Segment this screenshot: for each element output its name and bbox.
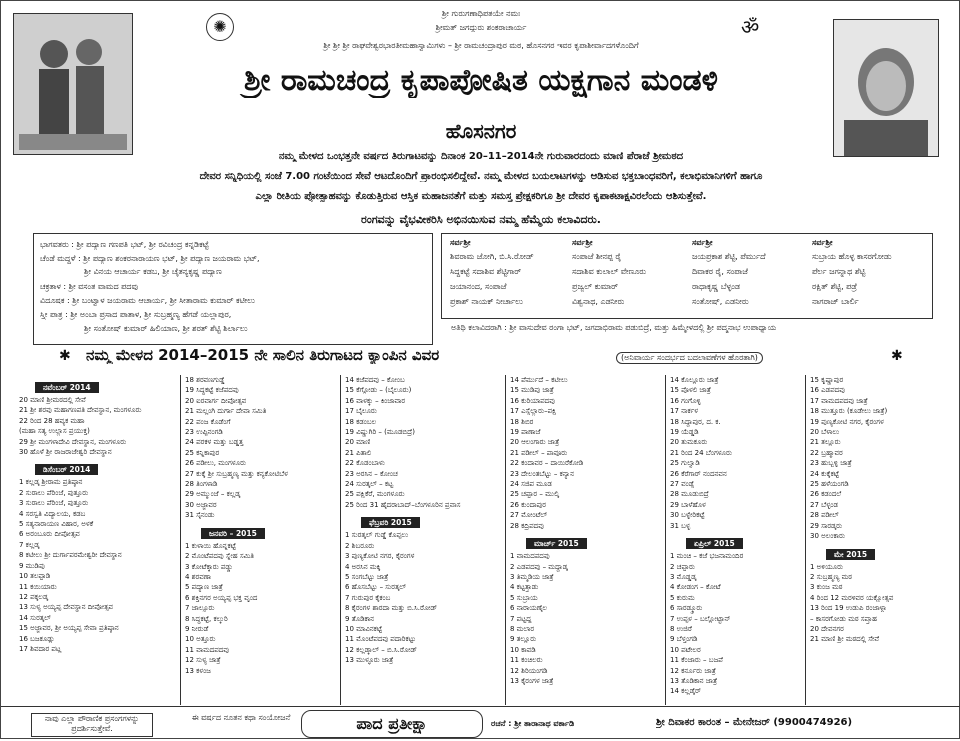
schedule-entry: 16 ಬಜಕೂಡ್ಲು bbox=[19, 634, 55, 643]
schedule-entry: 30 ಹೊಳೆ ಶ್ರೀ ರಾಜರಾಜೇಶ್ವರಿ ದೇವಸ್ಥಾನ bbox=[19, 448, 112, 457]
page-title: ಶ್ರೀ ರಾಮಚಂದ್ರ ಕೃಪಾಪೋಷಿತ ಯಕ್ಷಗಾನ ಮಂಡಳಿ bbox=[243, 63, 719, 98]
schedule-entry: 13 ತೊಡಿಕಾನ ಜಾತ್ರೆ bbox=[670, 676, 718, 685]
schedule-entry: 19 ಯೆಡ್ಡಡಿ bbox=[670, 428, 699, 437]
schedule-entry: 14 ಪೆರ್ಮುದೆ – ಕಟೀಲು bbox=[510, 376, 568, 384]
schedule-entry: 24 ಸಜಿಪ ಮೂಡ bbox=[510, 480, 552, 489]
schedule-entry: 18 ಮುತ್ತೂರು (ಕೂಡೇಲು ಜಾತ್ರೆ) bbox=[810, 407, 888, 416]
schedule-entry: 9 ಮುಡಿಪು bbox=[19, 561, 45, 570]
schedule-entry: 23 ಹುಬ್ಬಳ್ಳಿ ಜಾತ್ರೆ bbox=[810, 459, 852, 468]
schedule-entry: 4 ಅರಸಿನ ಮಕ್ಕಿ bbox=[345, 562, 381, 571]
schedule-entry: 6 ನಾರಾಯಣೈಲ bbox=[510, 604, 548, 613]
schedule-entry: 25 ಕನ್ನಿಕಾಪುರ bbox=[185, 448, 220, 457]
schedule-entry: – ಕಾಸರಗೋಡು ಮಠ ಸಪ್ತಾಹ bbox=[810, 614, 877, 623]
schedule-entry: 20 ಐರವಾರ್ಗ ದೀಪೋತ್ಸವ bbox=[185, 396, 247, 405]
schedule-entry: 4 ರಿಂದ 12 ಮರಳಿವರ ಯಕ್ಷೋತ್ಸವ bbox=[810, 593, 894, 602]
artist-name: ವಿಶ್ವನಾಥ, ಎಡನೀರು bbox=[572, 297, 625, 306]
schedule-entry: 13 ಸುಳ್ಯ ಅಯ್ಯಪ್ಪ ದೇವಸ್ಥಾನ ದೀಪೋತ್ಸವ bbox=[19, 603, 113, 612]
schedule-entry: 23 ಉಪ್ಪಿನಂಗಡಿ bbox=[185, 428, 223, 437]
artists-left-box bbox=[33, 233, 433, 345]
schedule-entry: 28 ಪಡೀಲ್ bbox=[810, 511, 839, 520]
schedule-entry: 4 ಕಟ್ಟತ್ತಾಡು bbox=[510, 583, 539, 592]
schedule-entry: 1 ಕಲ್ಲಡ್ಕ ಶ್ರೀರಾಮ ಪ್ರತಿಷ್ಠಾನ bbox=[19, 478, 83, 487]
schedule-entry: 13 ರಿಂದ 19 ಉಡುಪಿ ರಂಜಾಳ್ಗಾ bbox=[810, 604, 887, 613]
schedule-entry: 3 ಕುಂಜ ಮಠ bbox=[810, 583, 843, 592]
intro-para-4: ರಂಗವನ್ನು ವೈಭವೀಕರಿಸಿ ಅಭಿನಯಿಸುವ ನಮ್ಮ ಹೆಮ್ಮೆಯ ಕಲಾವಿದರು. bbox=[361, 213, 601, 226]
schedule-entry: 15 ಪೊಳಲಿ ಜಾತ್ರೆ bbox=[670, 386, 711, 395]
schedule-entry: 8 ಕೈರಂಗಳ ಶಾರದಾ ಮತ್ತು ಬಿ.ಸಿ.ರೋಡ್ bbox=[345, 604, 438, 613]
schedule-entry: 11 ಮೊಂಟೆಪದವು ಪದಾರಿಕಟ್ಟು bbox=[345, 635, 416, 644]
schedule-entry: 21 ಪಿತಾಲಿ bbox=[345, 448, 372, 457]
artist-line: ಚೆಂಡೆ ಮದ್ದಳೆ : ಶ್ರೀ ಪದ್ಯಾಣ ಶಂಕರನಾರಾಯಣ ಭಟ್, ಶ್ರೀ ಪದ್ಯಾಣ ಜಯರಾಮ ಭಟ್, bbox=[40, 254, 260, 263]
artists-right-box bbox=[441, 233, 933, 319]
schedule-entry: 16 ಎಡಪದವು bbox=[810, 386, 845, 395]
schedule-entry: 20 ಆಲಂಗಾರು ಜಾತ್ರೆ bbox=[510, 438, 560, 447]
schedule-entry: 11 ಕಯಿಯಾರು bbox=[19, 582, 57, 591]
schedule-entry: 20 ಮಾಣಿ ಶ್ರೀಮಠದಲ್ಲಿ ಸೇವೆ bbox=[19, 396, 86, 404]
schedule-entry: 17 ನಾರ್ಕಳ bbox=[670, 407, 699, 416]
schedule-entry: 10 ಪಟೇಲರ bbox=[670, 645, 701, 654]
schedule-entry: 17 ಶಿವದಾರ ಪಟ್ಲ bbox=[19, 644, 62, 653]
schedule-entry: 3 ತಿಮ್ಮಡಿಯ ಜಾತ್ರೆ bbox=[510, 572, 554, 581]
schedule-entry: 8 ಉಜಿರೆ bbox=[670, 624, 692, 633]
schedule-entry: 20 ಬೆಳಾಲು bbox=[810, 428, 840, 437]
artist-name: ದಿವಾಕರ ರೈ, ಸಂಪಾಜೆ bbox=[692, 267, 748, 276]
schedule-entry: 27 ವಂಡ್ಸೆ bbox=[670, 480, 695, 489]
artists-group-header: ಸರ್ವಶ್ರೀ bbox=[812, 238, 833, 247]
schedule-entry: 26 ಕಡಂದಲೆ bbox=[810, 490, 842, 499]
artist-name: ಪ್ರಜ್ವಲ್ ಕುಮಾರ್ bbox=[572, 282, 619, 291]
schedule-entry: 3 ಸುರಾಲು ಪೆರಿಂಜೆ, ಪುತ್ತೂರು bbox=[19, 499, 89, 508]
schedule-entry: 5 ಸತ್ಯನಾರಾಯಣ ವಿಹಾರ, ಅಳಕೆ bbox=[19, 520, 94, 529]
schedule-entry: 23 ಅರಸಿನ – ಕೋಂಚ bbox=[345, 469, 398, 478]
month-header: ಮಾರ್ಚ್ 2015 bbox=[526, 538, 587, 549]
schedule-entry: 5 ಪದ್ಯಾಣ ಜಾತ್ರೆ bbox=[185, 583, 223, 592]
schedule-entry: 30 ಅಜ್ಜಾವರ bbox=[185, 500, 217, 509]
schedule-entry: 5 ಸಂಗಬೆಟ್ಟು ಜಾತ್ರೆ bbox=[345, 572, 389, 581]
schedule-entry: 18 ಶಿಬಿರ bbox=[510, 417, 534, 426]
artist-name: ರಾಧಾಕೃಷ್ಣ ಬೆಳ್ಳಂಡ bbox=[692, 282, 740, 291]
schedule-entry: 2 ಮೊಂಟೆಪದವು ಸ್ನೇಹ ಸಮಿತಿ bbox=[185, 552, 254, 561]
artist-line: ಸ್ತ್ರೀ ಪಾತ್ರ : ಶ್ರೀ ಅಂಬಾ ಪ್ರಸಾದ ಪಾತಾಳ, ಶ್ರೀ ಸುಬ್ರಹ್ಮಣ್ಯ ಹೆಗಡೆ ಯಲ್ಲಾಪುರ, bbox=[40, 310, 232, 319]
schedule-entry: 25 ರಿಂದ 31 ಹೈದರಾಬಾದ್–ಬೆಂಗಳೂರಿನ ಪ್ರವಾಸ bbox=[345, 500, 461, 509]
artist-line: ಚಕ್ರತಾಳ : ಶ್ರೀ ವಸಂತ ವಾಮದ ಪದವು bbox=[40, 282, 138, 291]
schedule-entry: 19 ಪಾಣಾಜೆ bbox=[510, 428, 541, 437]
schedule-entry: 7 ಜಾಲ್ಸೂರು bbox=[185, 604, 215, 613]
schedule-entry: 24 ಕುಕ್ಕೆಕಟ್ಟೆ bbox=[810, 469, 840, 478]
schedule-entry: 18 ಶರವಣಗುಡ್ಡೆ bbox=[185, 376, 225, 384]
schedule-entry: 3 ಕೋಟೆಕ್ಕಾರು ಪಡ್ಡು bbox=[185, 562, 233, 571]
schedule-entry: 2 ಸುಬ್ರಹ್ಮಣ್ಯ ಮಠ bbox=[810, 572, 852, 581]
artists-group-header: ಸರ್ವಶ್ರೀ bbox=[450, 238, 471, 247]
schedule-entry: 29 ಸಾರಡ್ಕರು bbox=[810, 521, 843, 530]
artist-name: ಜಯಾನಂದ, ಸಂಪಾಜೆ bbox=[450, 282, 507, 291]
schedule-entry: 21 ಶ್ರೀ ಶರವು ಮಹಾಗಣಪತಿ ದೇವಸ್ಥಾನ, ಮಂಗಳೂರು bbox=[19, 406, 142, 415]
header-line3: ಶ್ರೀ ಶ್ರೀ ಶ್ರೀ ರಾಘವೇಶ್ವರಭಾರತೀಮಹಾಸ್ವಾಮಿಗಳು – ಶ್ರೀ ರಾಮಚಂದ್ರಾಪುರ ಮಠ, ಹೊಸನಗರ ಇವರ ಕೃಪಾಶೀರ್ವಾದಗಳೊಂದಿಗೆ bbox=[323, 41, 639, 50]
schedule-entry: 17 ಬೈಲೂರು bbox=[345, 407, 377, 416]
schedule-entry: 16 ವಾಳಕ್ಕು – ಕಿಂಜಾವಾರ bbox=[345, 396, 406, 405]
schedule-entry: 9 ನೀರುಡೆ bbox=[185, 624, 209, 633]
schedule-entry: 31 ಸೈನಂಡು bbox=[185, 511, 215, 520]
artist-name: ಸಂತೋಷ್, ಎಡನೀರು bbox=[692, 297, 749, 306]
deity-illustration-icon bbox=[14, 14, 132, 154]
schedule-entry: 7 ಪಟ್ಟದ್ದ bbox=[510, 614, 532, 623]
artists-group-header: ಸರ್ವಶ್ರೀ bbox=[692, 238, 713, 247]
schedule-entry: 20 ಮಾಣಿ bbox=[345, 438, 371, 447]
schedule-entry: 2 ಸುರಾಲು ಪೆರಿಂಜೆ, ಪುತ್ತೂರು bbox=[19, 488, 89, 497]
schedule-entry: 17 ಎಸ್ಸೆಲ್ಲಾರು–ಪಕ್ಷಿ bbox=[510, 407, 557, 416]
schedule-entry: 12 ಶಿರಿಯಂಗಡಿ bbox=[510, 666, 548, 675]
schedule-entry: 21 ಮಲ್ಲಂಗಿ ದುರ್ಗಾ ದೇವಾ ಸಮಿತಿ bbox=[185, 407, 267, 416]
month-header: ಮೇ 2015 bbox=[826, 549, 875, 560]
schedule-entry: 26 ಪಡೀಲು, ಮಂಗಳೂರು bbox=[185, 459, 246, 468]
schedule-entry: 28 ಕದ್ರಿಪದವು bbox=[510, 521, 544, 530]
schedule-entry: 12 ಕರ್ನೂರು ಜಾತ್ರೆ bbox=[670, 666, 716, 675]
schedule-entry: 18 ಸಿದ್ದಾಪುರ, ದ. ಕ. bbox=[670, 417, 721, 426]
footer bbox=[1, 706, 960, 741]
artist-line: ಭಾಗವತರು : ಶ್ರೀ ಪದ್ಯಾಣ ಗಣಪತಿ ಭಟ್, ಶ್ರೀ ರವಿಚಂದ್ರ ಕನ್ನಡಿಕಟ್ಟೆ bbox=[40, 240, 209, 249]
schedule-entry: 13 ಕೈರಂಗಳ ಜಾತ್ರೆ bbox=[510, 676, 554, 685]
schedule-entry: 1 ಸುರತ್ಕಲ್ ಗುಡ್ಡೆ ಕೊಪ್ಪಲು bbox=[345, 531, 409, 540]
schedule-entry: 11 ಕಂಚಿಲರು bbox=[510, 656, 543, 665]
artist-name: ಶಿವರಾಮ ಜೋಗಿ, ಬಿ.ಸಿ.ರೋಡ್ bbox=[450, 252, 534, 261]
month-header: ಡಿಸೆಂಬರ್ 2014 bbox=[35, 464, 98, 475]
portrait-photo bbox=[833, 19, 939, 157]
invocation: ಶ್ರೀ ಗುರುಗಣಾಧಿಪತಯೇ ನಮಃ bbox=[441, 9, 521, 18]
intro-para-3: ಎಲ್ಲಾ ರೀತಿಯ ಪ್ರೋತ್ಸಾಹವನ್ನು ಕೊಡುತ್ತಿರುವ ಆಸ್ತಿಕ ಮಹಾಜನತೆಗೆ ಮತ್ತು ಸಮಸ್ತ ಪ್ರೇಕ್ಷಕರಿಗೂ ಶ್ರೀ ದೇವರ ಕೃಪಾಕಟಾಕ್ಷವಿರಲೆಂದು ಆಶಿಸುತ್ತೇವೆ. bbox=[255, 191, 707, 202]
schedule-entry: 6 ಸಾರಡ್ಕ್ರೂರು bbox=[670, 604, 703, 613]
schedule-entry: 20 ದೇವನಗರ bbox=[810, 624, 844, 633]
schedule-entry: 21 ಮಾಣಿ ಶ್ರೀ ಮಠದಲ್ಲಿ ಸೇವೆ bbox=[810, 635, 880, 644]
month-header: ಫೆಬ್ರವರಿ 2015 bbox=[361, 517, 420, 528]
artist-name: ಪೆರ್ಲ ಜಗನ್ನಾಥ ಶೆಟ್ಟಿ bbox=[812, 267, 866, 276]
schedule-column bbox=[806, 375, 946, 705]
schedule-entry: 24 ಪರಕಳ ಮತ್ತು ಬಡ್ಡತ್ತ bbox=[185, 438, 244, 447]
schedule-entry: 31 ಬಳ್ಳ bbox=[670, 521, 691, 530]
schedule-entry: 6 ಅರಂಬೂರು ದೀಪೋತ್ಸವ bbox=[19, 530, 80, 539]
schedule-entry: 27 ಕುಕ್ಕೆ ಶ್ರೀ ಸುಬ್ರಹ್ಮಣ್ಯ ಮತ್ತು ಕನ್ಯಕೋಟಿಬೆಳ bbox=[185, 469, 288, 478]
header-line2: ಶ್ರೀಮತ್ ಜಗದ್ಗುರು ಶಂಕರಾಚಾರ್ಯ bbox=[435, 23, 527, 32]
schedule-column bbox=[666, 375, 806, 705]
artists-group-header: ಸರ್ವಶ್ರೀ bbox=[572, 238, 593, 247]
schedule-entry: 12 ಕಲ್ಲಡ್ಕಾಲ್ – ಬಿ.ಸಿ.ರೋಡ್ bbox=[345, 645, 418, 654]
schedule-entry: 21 ಪಡೀಲ್ – ಪಾವೂರು bbox=[510, 448, 568, 457]
schedule-entry: 15 ಕೆಗ್ಗೋಡು – (ಬೈಲೂರು) bbox=[345, 386, 412, 395]
schedule-entry: 8 ಕಟೀಲು ಶ್ರೀ ದುರ್ಗಾಪರಮೇಶ್ವರೀ ದೇವಸ್ಥಾನ bbox=[19, 551, 122, 560]
schedule-entry: 28 ತಿಂಗಳಾಡಿ bbox=[185, 480, 218, 489]
schedule-column bbox=[181, 375, 341, 705]
schedule-entry: 26 ಕೆರೆಗಾರ್ ನಂದನವನ bbox=[670, 469, 727, 478]
page-subtitle: ಹೊಸನಗರ bbox=[445, 119, 517, 143]
schedule-entry: 15 ಮುಡಿಪು ಜಾತ್ರೆ bbox=[510, 386, 554, 395]
schedule-entry: 13 ಕಳಂಜ bbox=[185, 666, 211, 675]
schedule-entry: 14 ಕೊಲ್ಲೂರು ಜಾತ್ರೆ bbox=[670, 376, 719, 384]
schedule-entry: 17 ವಾಮದಪದವು ಜಾತ್ರೆ bbox=[810, 396, 868, 405]
schedule-entry: 28 ಮೂಡುಬಿದ್ರೆ bbox=[670, 490, 709, 499]
month-header: ನವೆಂಬರ್ 2014 bbox=[35, 382, 99, 393]
schedule-entry: 5 ಕುರುಮ bbox=[670, 593, 695, 602]
artist-line: ಶ್ರೀ ವಿನಯ ಆಚಾರ್ಯ ಕಡಬ, ಶ್ರೀ ಚೈತನ್ಯಕೃಷ್ಣ ಪದ್ಯಾಣ bbox=[84, 267, 222, 276]
schedule-entry: 26 ಕುಂದಾಪುರ bbox=[510, 500, 547, 509]
schedule-entry: 30 ಅಲಂಕಾರು bbox=[810, 532, 845, 541]
schedule-entry: 5 ಸುಬ್ರಾಯ bbox=[510, 593, 538, 602]
schedule-entry: 2 ಚಪ್ಪಾರು bbox=[670, 562, 695, 571]
schedule-entry: 9 ಬೆಳ್ತಂಗಡಿ bbox=[670, 635, 698, 644]
schedule-entry: 29 ಅಮ್ಮುಂಜೆ – ಕಲ್ಲಡ್ಕ bbox=[185, 490, 241, 499]
schedule-entry: 29 ಶ್ರೀ ಮಂಗಳಾದೇವಿ ದೇವಸ್ಥಾನ, ಮಂಗಳೂರು bbox=[19, 437, 127, 446]
schedule-entry: 10 ಅತ್ತೂರು bbox=[185, 635, 216, 644]
schedule-entry: 29 ಬಾಳೆಹೊಳ bbox=[670, 500, 706, 509]
schedule-entry: 13 ಮುಳ್ಳೂರು ಜಾತ್ರೆ bbox=[345, 656, 394, 665]
schedule-column bbox=[15, 375, 181, 705]
schedule-entry: 14 ಸುರತ್ಕಲ್ bbox=[19, 613, 51, 622]
schedule-entry: 3 ಪುಣ್ಯಕೋಟಿ ನಗರ, ಕೈರಂಗಳ bbox=[345, 552, 415, 561]
artist-line: ಶ್ರೀ ಸಂತೋಷ್ ಕುಮಾರ್ ಹಿಲಿಯಾಣ, ಶ್ರೀ ಶರತ್ ಶೆಟ್ಟಿ ಶಿರ್ಲಾಲು bbox=[84, 324, 248, 333]
footer-author: ರಚನೆ : ಶ್ರೀ ತಾರಾನಾಥ ವರ್ಕಾಡಿ bbox=[491, 719, 575, 728]
schedule-entry: 9 ತಲ್ಲೂರು bbox=[510, 635, 537, 644]
schedule-entry: 19 ವಿಷ್ಣುಗಿರಿ – (ಮೂಡಬಿದ್ರೆ) bbox=[345, 428, 415, 437]
schedule-entry: (ಮಹಾ ಸತ್ಯ ಉಲ್ಲಾಸ ಪ್ರಯುಕ್ತ) bbox=[19, 427, 90, 436]
schedule-entry: 6 ಹೊಸಬೆಟ್ಟು – ಸುರತ್ಕಲ್ bbox=[345, 583, 407, 592]
schedule-entry: 2 ಶಿಬರೂರು bbox=[345, 541, 375, 550]
artist-name: ಸದಾಶಿವ ಕುಲಾಲ್ ವೇಣೂರು bbox=[572, 267, 647, 276]
schedule-entry: 1 ಅಳಿಯೂರು bbox=[810, 562, 843, 571]
footer-box-new-story: ಈ ವರ್ಷದ ನೂತನ ಕಥಾ ಸಂಯೋಜನೆ bbox=[191, 713, 291, 722]
artist-line: ವಿದೂಷಕ : ಶ್ರೀ ಬಂಟ್ವಾಳ ಜಯರಾಮ ಆಚಾರ್ಯ, ಶ್ರೀ ಸೀತಾರಾಮ ಕುಮಾರ್ ಕಟೀಲು bbox=[40, 296, 255, 305]
star-icon: ✱ bbox=[891, 348, 903, 364]
schedule-entry: 25 ಪಕ್ಷಿಕೆರೆ, ಮಂಗಳೂರು bbox=[345, 490, 405, 499]
schedule-entry: 20 ತುಮಕೂರು bbox=[670, 438, 708, 447]
camp-title: ನಮ್ಮ ಮೇಳದ 2014–2015 ನೇ ಸಾಲಿನ ತಿರುಗಾಟದ ಕ್ಯಾಂಪಿನ ವಿವರ bbox=[86, 346, 440, 364]
schedule-entry: 16 ಕುರಿಯಾಪದವು bbox=[510, 396, 555, 405]
intro-para-2: ದೇವರ ಸನ್ನಿಧಿಯಲ್ಲಿ ಸಂಜೆ 7.00 ಗಂಟೆಯಿಂದ ಸೇವೆ ಆಟದೊಂದಿಗೆ ಪ್ರಾರಂಭಿಸಲಿದ್ದೇವೆ. ನಮ್ಮ ಮೇಳದ ಬಯಲಾಟಗಳನ್ನು ಆಡಿಸುವ ಭಕ್ತಬಾಂಧವರಿಗೆ, ಕಲಾಭಿಮಾನಿಗಳಿಗೆ ಹಾಗೂ bbox=[199, 171, 763, 182]
star-icon: ✱ bbox=[59, 348, 71, 364]
schedule-entry: 6 ಶಕ್ತಿನಗರ ಅಯ್ಯಪ್ಪ ಭಕ್ತ ವೃಂದ bbox=[185, 593, 258, 602]
schedule-entry: 3 ಮೊಡ್ಡಡ್ಕ bbox=[670, 572, 697, 581]
schedule-entry: 16 ಗಂಗೊಳ್ಳಿ bbox=[670, 396, 701, 405]
schedule-entry: 1 ಮಂಚಿ – ಕಜೆ ಭಜನಾಮಂದಿರ bbox=[670, 552, 744, 561]
schedule-entry: 14 ಕಜೆಪದವು – ಕೋಂಬ bbox=[345, 376, 405, 384]
schedule-entry: 22 ರಿಂದ 28 ಹವ್ಯಕ ಮಹಾ bbox=[19, 416, 85, 425]
schedule-entry: 7 ಗುರುಪುರ ಕೈಕಂಬ bbox=[345, 593, 391, 602]
schedule-entry: 15 ಕೃಷ್ಣಾಪುರ bbox=[810, 376, 844, 384]
artist-name: ಪ್ರಕಾಶ್ ನಾಯಕ್ ನೀರ್ಚಾಲು bbox=[450, 297, 523, 306]
schedule-entry: 30 ಬಳ್ಳೇರಿಕಟ್ಟೆ bbox=[670, 511, 705, 520]
schedule-entry: 4 ಕೋಡಂಗ – ಕೋಟೆ bbox=[670, 583, 721, 592]
schedule-entry: 4 ಸರಸ್ವತಿ ವಿದ್ಯಾಲಯ, ಕಡಬ bbox=[19, 509, 86, 518]
schedule-entry: 22 ಕಂದಾವರ – ದಾಯಿರೆಕೋಡಿ bbox=[510, 459, 584, 468]
artist-name: ಜಯಪ್ರಕಾಶ ಶೆಟ್ಟಿ, ಪೆರ್ಮುದೆ bbox=[692, 252, 766, 261]
schedule-entry: 7 ಉಪ್ಪಳ – ಬಲ್ಲೋಟ್ಟಾನ್ bbox=[670, 614, 731, 623]
schedule-entry: 10 ತಲಪ್ಪಾಡಿ bbox=[19, 572, 51, 581]
schedule-column bbox=[341, 375, 506, 705]
schedule-entry: 24 ಸುರತ್ಕಲ್ – ಕಟ್ಟ bbox=[345, 480, 394, 489]
schedule-entry: 10 ಮಾವಿನಕಟ್ಟೆ bbox=[345, 624, 383, 633]
schedule-column bbox=[506, 375, 666, 705]
schedule-entry: 8 ಸಿದ್ಧಕಟ್ಟೆ, ಕಲ್ಕುರಿ bbox=[185, 614, 228, 623]
month-header: ಏಪ್ರಿಲ್ 2015 bbox=[686, 538, 743, 549]
footer-manager: ಶ್ರೀ ದಿವಾಕರ ಕಾರಂತ – ಮೇನೇಜರ್ (9900474926) bbox=[656, 717, 853, 728]
schedule-entry: 11 ವಾಮದಪದವು bbox=[185, 645, 229, 654]
intro-para-1: ನಮ್ಮ ಮೇಳದ ಒಂಭತ್ತನೇ ವರ್ಷದ ತಿರುಗಾಟವನ್ನು ದಿನಾಂಕ 20–11–2014ನೇ ಗುರುವಾರದಂದು ಮಾಣಿ ಪೆರಾಜೆ ಶ್ರೀಮಠದ bbox=[278, 151, 684, 162]
schedule-entry: 12 ಪಕ್ಕಲಡ್ಕ bbox=[19, 592, 49, 601]
schedule-entry: 9 ತೊಡಿಕಾನ bbox=[345, 614, 375, 623]
schedule-entry: 19 ಸಿದ್ಧಕಟ್ಟೆ ಕಜೆಪದವು bbox=[185, 386, 239, 395]
schedule-entry: 19 ಪುಣ್ಯಕೋಟಿ ನಗರ, ಕೈರಂಗಳ bbox=[810, 417, 884, 426]
month-header: ಜನವರಿ – 2015 bbox=[201, 528, 265, 539]
artist-name: ಸಂಪಾಜೆ ಶೀನಪ್ಪ ರೈ bbox=[572, 252, 622, 261]
schedule-entry: 2 ಎಡಪದವು – ಮದ್ದಾಡ್ಕ bbox=[510, 562, 568, 571]
schedule-entry: 27 ಬೆಳ್ಳಂಡ bbox=[810, 500, 838, 509]
schedule-entry: 1 ಕುಳಾಯಿ ಹೊನ್ನಕಟ್ಟೆ bbox=[185, 541, 237, 550]
artist-name: ರಕ್ಷಿತ್ ಶೆಟ್ಟಿ, ಪಡ್ರೆ bbox=[812, 282, 858, 291]
schedule-entry: 14 ಕಲ್ಲಡ್ಕೆರ್ bbox=[670, 687, 702, 696]
schedule-entry: 15 ಅಜ್ಜಾವರ, ಶ್ರೀ ಅಯ್ಯಪ್ಪ ಸೇವಾ ಪ್ರತಿಷ್ಠಾನ bbox=[19, 624, 119, 633]
schedule-entry: 11 ಕೆಂಜಾರು – ಬಜಪೆ bbox=[670, 656, 723, 665]
guest-artists: ಅತಿಥಿ ಕಲಾವಿದರಾಗಿ : ಶ್ರೀ ವಾಸುದೇವ ರಂಗಾ ಭಟ್, ಜಗದಾಭಿರಾಮ ಪಡುಬಿದ್ರೆ, ಮತ್ತು ಹಿಮ್ಮೇಳದಲ್ಲಿ ಶ್ರೀ ಪದ್ಮನಾಭ ಉಪಾಧ್ಯಾಯ bbox=[451, 323, 777, 332]
schedule-entry: 25 ಗುಲ್ವಾಡಿ bbox=[670, 459, 700, 468]
artist-name: ಸಿದ್ಧಕಟ್ಟೆ ಸದಾಶಿವ ಶೆಟ್ಟಿಗಾರ್ bbox=[450, 267, 522, 276]
schedule-entry: 27 ಮೋಂಟೆಲ್ bbox=[510, 511, 548, 520]
schedule-entry: 25 ಚಪ್ಪಾರ – ಮುಲ್ಕಿ bbox=[510, 490, 560, 499]
schedule-entry: 23 ದೇಲಂತಬೆಟ್ಟು – ಕನ್ಯಾನ bbox=[510, 469, 574, 478]
schedule-entry: 22 ಬ್ರಹ್ಮಾವರ bbox=[810, 448, 843, 457]
schedule-entry: 21 ರಿಂದ 24 ಬೆಂಗಳೂರು bbox=[670, 448, 732, 457]
footer-play-title: ಪಾದ ಪ್ರತೀಕ್ಷಾ bbox=[301, 710, 483, 738]
portrait-icon bbox=[834, 20, 938, 156]
schedule-entry: 22 ಪಂಜ ಕೊಡೆಂಗೆ bbox=[185, 417, 231, 426]
schedule-entry: 7 ಕಲ್ಲಡ್ಕ bbox=[19, 540, 40, 549]
deity-image bbox=[13, 13, 133, 155]
schedule-entry: 4 ಶರವಣಾ bbox=[185, 572, 211, 581]
artist-name: ನಾಗರಾಜ್ ಬಾರ್ಲಿ bbox=[812, 297, 859, 306]
footer-box-prasanga: ನಾವು ಎಲ್ಲಾ ಪೌರಾಣಿಕ ಪ್ರಸಂಗಗಳನ್ನು ಪ್ರದರ್ಶಿಸುತ್ತೇವೆ. bbox=[31, 713, 153, 737]
om-icon: ॐ bbox=[741, 15, 760, 39]
schedule-entry: 10 ಕಾವಡಿ bbox=[510, 645, 536, 654]
schedule-entry: 21 ತಲ್ಲೂರು bbox=[810, 438, 841, 447]
schedule-entry: 8 ಮಲಾರ bbox=[510, 624, 535, 633]
artist-name: ಸುಬ್ರಾಯ ಹೊಳ್ಳ ಕಾಸರಗೋಡು bbox=[812, 252, 892, 261]
schedule-entry: 25 ಹಳೆಯಂಗಡಿ bbox=[810, 480, 849, 489]
ganesha-icon: ✺ bbox=[206, 13, 234, 41]
schedule-entry: 22 ಕೊಡಂಬಾಳು bbox=[345, 459, 385, 468]
schedule-entry: 1 ವಾಮದಪದವು bbox=[510, 552, 550, 561]
schedule-entry: 12 ಸುಳ್ಯ ಜಾತ್ರೆ bbox=[185, 656, 221, 665]
schedule-entry: 18 ಕಡಂಬಲ bbox=[345, 417, 377, 426]
camp-note: (ಅನಿವಾರ್ಯ ಸಂದರ್ಭದ ಬದಲಾವಣೆಗಳ ಹೊರತಾಗಿ) bbox=[616, 352, 763, 364]
